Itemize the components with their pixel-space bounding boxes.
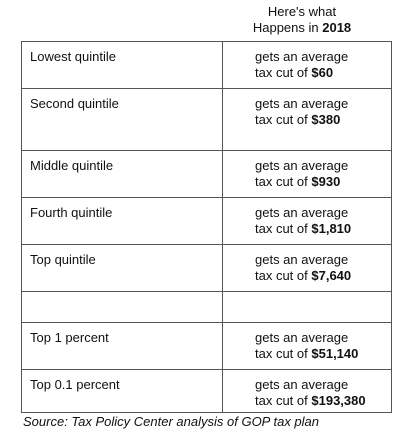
table-row [22,151,392,198]
value-line-1: gets an average [255,252,349,267]
row-label: Second quintile [22,89,223,151]
header-line-2 [214,20,390,36]
value-prefix: tax cut of [255,221,312,236]
row-value [223,370,392,413]
tax-cut-amount: $930 [311,174,341,189]
value-line-2 [255,174,391,190]
value-line-2 [255,112,391,128]
header-year: 2018 [322,20,352,35]
row-label: Top quintile [22,245,223,292]
row-value [223,89,392,151]
row-value [223,245,392,292]
column-header [214,4,390,36]
value-prefix: tax cut of [255,393,312,408]
value-prefix: tax cut of [255,268,312,283]
header-prefix: Happens in [252,20,323,35]
value-line-2 [255,393,391,409]
value-line-1: gets an average [255,205,349,220]
row-label: Top 1 percent [22,323,223,370]
value-line-1: gets an average [255,377,349,392]
value-prefix: tax cut of [255,174,312,189]
row-label: Top 0.1 percent [22,370,223,413]
row-label: Middle quintile [22,151,223,198]
tax-cut-amount: $7,640 [311,268,352,283]
table-row [22,323,392,370]
value-line-2 [255,268,391,284]
row-label: Fourth quintile [22,198,223,245]
row-value [223,151,392,198]
row-label: Lowest quintile [22,42,223,89]
value-line-1: gets an average [255,96,349,111]
tax-cut-amount: $1,810 [311,221,352,236]
tax-cut-amount: $380 [311,112,341,127]
header-line-1: Here's what [267,4,337,19]
row-value [223,292,392,323]
row-label [22,292,223,323]
row-value [223,198,392,245]
tax-cut-amount: $60 [311,65,334,80]
row-value [223,323,392,370]
value-line-2 [255,346,391,362]
tax-cut-amount: $193,380 [311,393,366,408]
value-line-1: gets an average [255,49,349,64]
table-row [22,89,392,151]
table-row [22,245,392,292]
value-line-1: gets an average [255,158,349,173]
table-row [22,370,392,413]
value-line-2 [255,65,391,81]
value-prefix: tax cut of [255,65,312,80]
tax-cut-amount: $51,140 [311,346,359,361]
table-row [22,42,392,89]
value-line-1: gets an average [255,330,349,345]
source-note: Source: Tax Policy Center analysis of GOP tax plan [23,414,320,429]
table-row-empty [22,292,392,323]
value-prefix: tax cut of [255,346,312,361]
table-row [22,198,392,245]
tax-cut-table [21,41,392,413]
value-prefix: tax cut of [255,112,312,127]
value-line-2 [255,221,391,237]
row-value [223,42,392,89]
